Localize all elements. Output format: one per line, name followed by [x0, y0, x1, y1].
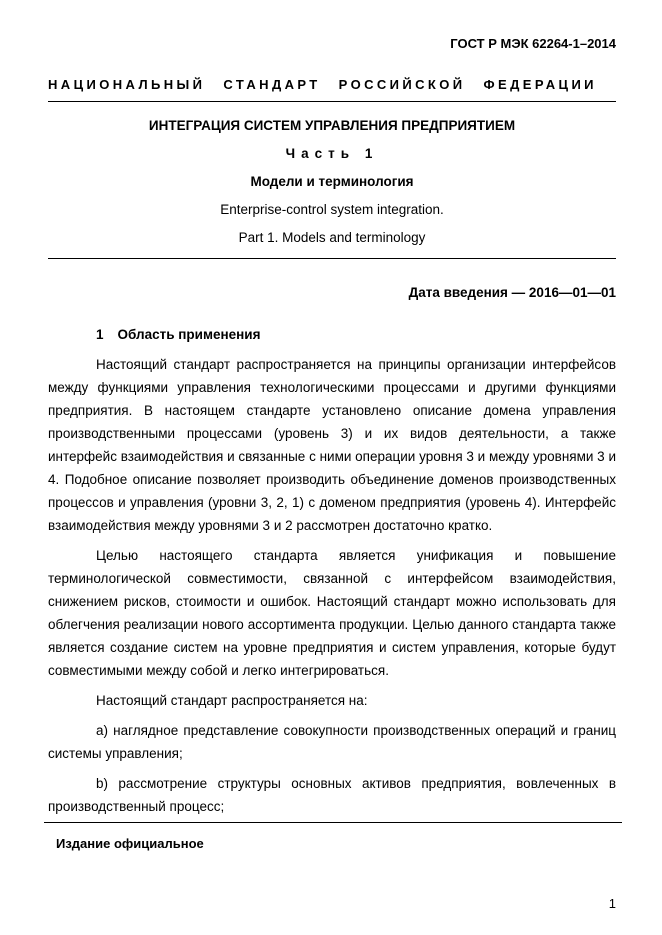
title-subtitle: Модели и терминология	[250, 174, 414, 189]
title-part: Часть 1	[285, 146, 379, 161]
standard-type-heading: НАЦИОНАЛЬНЫЙ СТАНДАРТ РОССИЙСКОЙ ФЕДЕРАЦИИ	[48, 77, 616, 102]
title-english-line1: Enterprise-control system integration.	[220, 202, 444, 217]
title-english-line2: Part 1. Models and terminology	[238, 230, 426, 245]
section-1-heading	[48, 327, 616, 342]
footer	[44, 822, 622, 851]
paragraph-scope-1: Настоящий стандарт распространяется на принципы организации интерфейсов между функциями управления технологическими процессами и другими функциями предприятия. В настоящем стандарте установлено описание домена управления производственными процессами (уровень 3) и их видов деятельности, а также интерфейс взаимодействия и связанные с ними операции уровня 3 и между уровнями 3 и 4. Подобное описание позволяет производить объединение доменов производственных процессов и управления (уровни 3, 2, 1) с доменом предприятия (уровень 4). Интерфейс взаимодействия между уровнями 3 и 2 рассмотрен достаточно кратко.	[48, 357, 616, 533]
official-edition-note: Издание официальное	[56, 836, 204, 851]
paragraph-scope-3: Настоящий стандарт распространяется на:	[96, 693, 368, 708]
section-title: Область применения	[117, 327, 261, 342]
list-item-a: a) наглядное представление совокупности производственных операций и границ системы управления;	[48, 723, 616, 761]
list-item-b: b) рассмотрение структуры основных активов предприятия, вовлеченных в производственный процесс;	[48, 776, 616, 814]
doc-code: ГОСТ Р МЭК 62264-1–2014	[450, 36, 616, 51]
title-main: ИНТЕГРАЦИЯ СИСТЕМ УПРАВЛЕНИЯ ПРЕДПРИЯТИЕМ	[148, 118, 516, 133]
page-number: 1	[608, 896, 616, 911]
paragraph-scope-2: Целью настоящего стандарта является унификация и повышение терминологической совместимости, связанной с интерфейсом взаимодействия, снижением рисков, стоимости и ошибок. Настоящий стандарт можно использовать для облегчения реализации нового ассортимента продукции. Целью данного стандарта также является создание систем на уровне предприятия и систем управления, которые будут совместимыми между собой и легко интегрироваться.	[48, 548, 616, 678]
title-divider	[48, 258, 616, 259]
title-block	[48, 118, 616, 245]
effective-date: Дата введения — 2016—01—01	[408, 285, 616, 300]
section-number: 1	[96, 327, 104, 342]
